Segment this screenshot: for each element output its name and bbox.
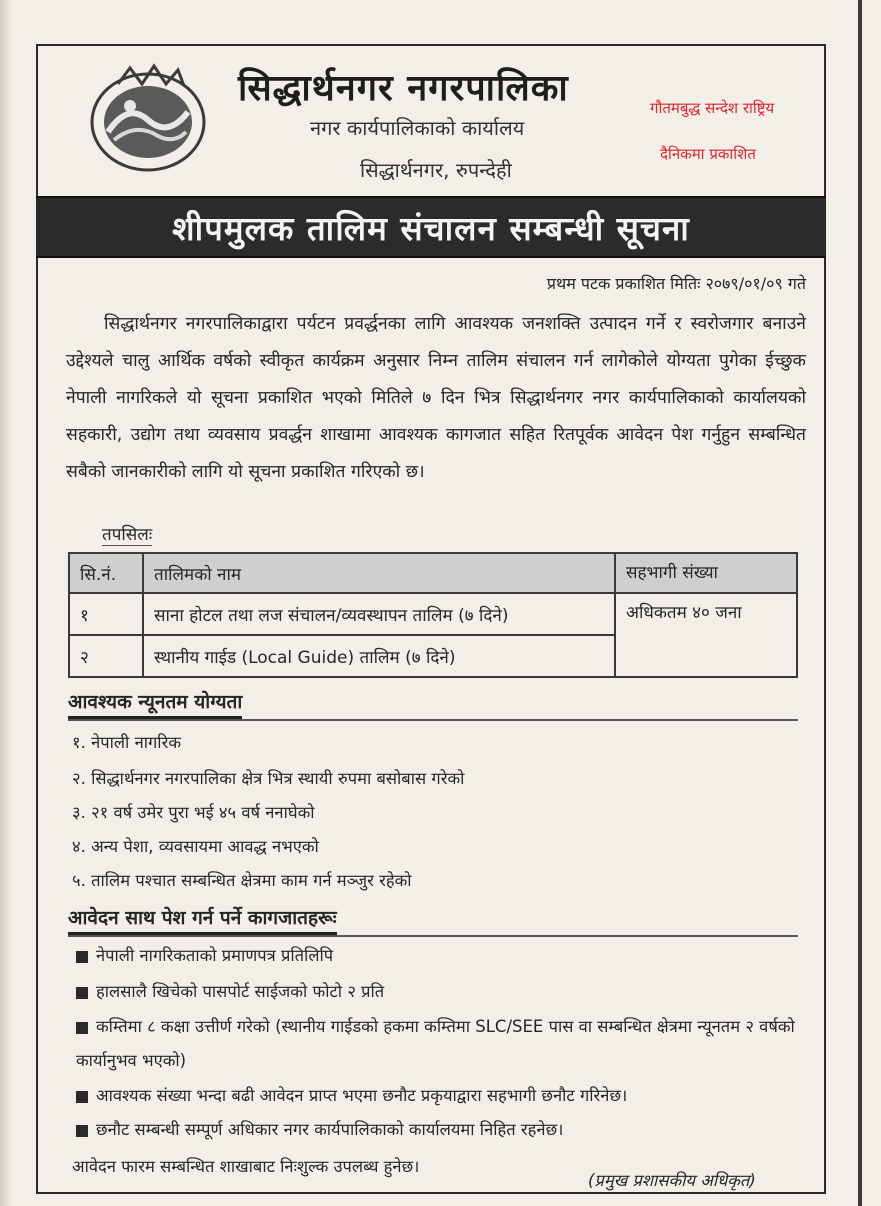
requirement-item: १. नेपाली नागरिक xyxy=(72,733,181,752)
government-emblem-icon xyxy=(88,62,208,174)
header-training-name: तालिमको नाम xyxy=(143,553,615,593)
row-serial: २ xyxy=(69,635,143,677)
table-row xyxy=(69,593,797,635)
requirements-heading xyxy=(68,688,798,721)
row-training-name: स्थानीय गाईड (Local Guide) तालिम (७ दिने) xyxy=(143,635,615,677)
requirement-item: २. सिद्धार्थनगर नगरपालिका क्षेत्र भित्र स्थायी रुपमा बसोबास गरेको xyxy=(72,769,465,788)
documents-heading xyxy=(68,904,798,937)
bullet-square-icon xyxy=(76,1022,88,1034)
requirement-item: ५. तालिम पश्चात सम्बन्धित क्षेत्रमा काम गर्न मञ्जुर रहेको xyxy=(72,871,412,890)
document-item xyxy=(76,938,800,974)
signatory: (प्रमुख प्रशासकीय अधिकृत) xyxy=(588,1171,756,1190)
document-item-text: कम्तिमा ८ कक्षा उत्तीर्ण गरेको (स्थानीय गाईडको हकमा कम्तिमा SLC/SEE पास वा सम्बन्धित क्षेत्रमा न्यूनतम २ वर्षको कार्यानुभव भएको) xyxy=(76,1017,795,1070)
notice-title: शीपमुलक तालिम संचालन सम्बन्धी सूचना xyxy=(172,208,690,248)
page-edge-line xyxy=(858,0,862,1206)
publication-note-line-1: गौतमबुद्ध सन्देश राष्ट्रिय xyxy=(650,99,775,117)
publication-note-line-2: दैनिकमा प्रकाशित xyxy=(660,145,756,163)
form-availability-note: आवेदन फारम सम्बन्धित शाखाबाट निःशुल्क उपलब्ध हुनेछ। xyxy=(72,1157,420,1176)
document-item-text: हालसालै खिचेको पासपोर्ट साईजको फोटो २ प्रति xyxy=(96,982,385,1001)
office-location: सिद्धार्थनगर, रुपन्देही xyxy=(360,158,512,182)
notice-title-band xyxy=(36,196,826,258)
document-item xyxy=(76,1010,804,1078)
bullet-square-icon xyxy=(76,951,88,963)
documents-heading-text: आवेदन साथ पेश गर्न पर्ने कागजातहरूः xyxy=(68,904,337,935)
row-serial: १ xyxy=(69,593,143,635)
row-training-name: साना होटल तथा लज संचालन/व्यवस्थापन तालिम (७ दिने) xyxy=(143,593,615,635)
header-serial: सि.नं. xyxy=(69,553,143,593)
bullet-square-icon xyxy=(76,987,88,999)
organization-name: सिद्धार्थनगर नगरपालिका xyxy=(238,68,569,109)
requirement-item: ४. अन्य पेशा, व्यवसायमा आवद्ध नभएको xyxy=(72,837,319,856)
page-edge-shadow xyxy=(0,0,12,1206)
document-item-text: छनौट सम्बन्धी सम्पूर्ण अधिकार नगर कार्यपालिकाको कार्यालयमा निहित रहनेछ। xyxy=(96,1120,564,1139)
header-participants: सहभागी संख्या xyxy=(615,553,797,593)
document-item-text: आवश्यक संख्या भन्दा बढी आवेदन प्राप्त भएमा छनौट प्रकृयाद्वारा सहभागी छनौट गरिनेछ। xyxy=(96,1086,628,1105)
document-item xyxy=(76,1112,800,1148)
requirement-item: ३. २१ वर्ष उमेर पुरा भई ४५ वर्ष ननाघेको xyxy=(72,803,315,822)
document-item-text: नेपाली नागरिकताको प्रमाणपत्र प्रतिलिपि xyxy=(96,946,334,965)
table-header-row xyxy=(69,553,797,593)
bullet-square-icon xyxy=(76,1125,88,1137)
requirements-heading-text: आवश्यक न्यूनतम योग्यता xyxy=(68,688,242,719)
notice-body: सिद्धार्थनगर नगरपालिकाद्वारा पर्यटन प्रवर्द्धनका लागि आवश्यक जनशक्ति उत्पादन गर्ने र स्वरोजगार बनाउने उद्देश्यले चालु आर्थिक वर्षको स्वीकृत कार्यक्रम अनुसार निम्न तालिम संचालन गर्न लागेकोले योग्यता पुगेका ईच्छुक नेपाली नागरिकले यो सूचना प्रकाशित भएको मितिले ७ दिन भित्र सिद्धार्थनगर नगर कार्यपालिकाको कार्यालयको सहकारी, उद्योग तथा व्यवसाय प्रवर्द्धन शाखामा आवश्यक कागजात सहित रितपूर्वक आवेदन पेश गर्नुहुन सम्बन्धित सबैको जानकारीको लागि यो सूचना प्रकाशित गरिएको छ। xyxy=(66,314,806,482)
document-item xyxy=(76,974,800,1010)
bullet-square-icon xyxy=(76,1091,88,1103)
office-name: नगर कार्यपालिकाको कार्यालय xyxy=(310,116,525,140)
publication-date: प्रथम पटक प्रकाशित मितिः २०७९/०१/०९ गते xyxy=(546,274,806,293)
details-label: तपसिलः xyxy=(102,522,152,546)
document-item xyxy=(76,1078,800,1114)
participants-count: अधिकतम ४० जना xyxy=(615,593,797,677)
training-table xyxy=(68,552,798,678)
